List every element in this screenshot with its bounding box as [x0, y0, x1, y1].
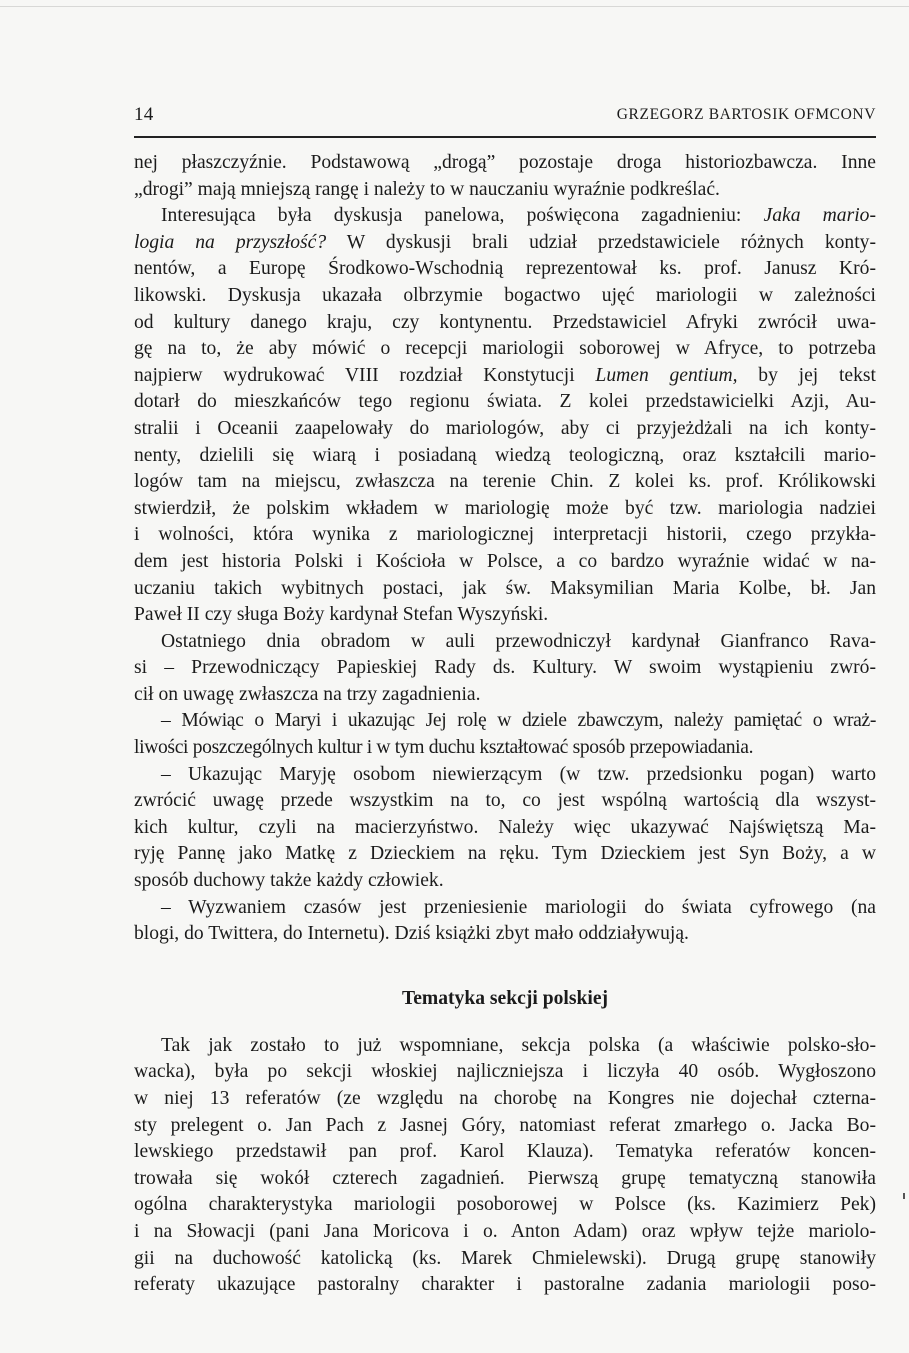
text-line: nentów, a Europę Środkowo-Wschodnią reprezentował ks. prof. Janusz Kró- — [134, 258, 876, 280]
text-line: – Ukazując Maryję osobom niewierzącym (w tzw. przedsionku pogan) warto — [161, 763, 876, 785]
text-line: Paweł II czy sługa Boży kardynał Stefan Wyszyński. — [134, 604, 549, 626]
section-heading: Tematyka sekcji polskiej — [401, 987, 609, 1009]
body-text — [134, 150, 876, 1299]
text-line: dem jest historia Polski i Kościoła w Polsce, a co bardzo wyraźnie widać w na- — [134, 550, 876, 572]
text-line: referaty ukazujące pastoralny charakter i pastoralne zadania mariologii poso- — [134, 1274, 876, 1296]
text-line: gę na to, że aby mówić o recepcji mariologii soborowej w Afryce, to potrzeba — [134, 338, 876, 360]
text-line: nej płaszczyźnie. Podstawową „drogą” pozostaje droga historiozbawcza. Inne — [134, 152, 876, 173]
header-rule — [134, 136, 876, 138]
text-line: uczaniu takich wybitnych postaci, jak św. Maksymilian Maria Kolbe, bł. Jan — [134, 577, 876, 599]
text-line: stwierdził, że polskim wkładem w mariologię może być tzw. mariologia nadziei — [134, 497, 876, 519]
text-line: kich kultur, czyli na macierzyństwo. Należy więc ukazywać Najświętszą Ma- — [134, 816, 876, 838]
text-line: liwości poszczególnych kultur i w tym duchu kształtować sposób przepowiadania. — [134, 737, 754, 759]
running-head: GRZEGORZ BARTOSIK OFMCONV — [616, 106, 876, 123]
text-line: od kultury danego kraju, czy kontynentu. Przedstawiciel Afryki zwrócił uwa- — [134, 311, 876, 333]
text-line: cił on uwagę zwłaszcza na trzy zagadnienia. — [134, 683, 481, 705]
text-line: i na Słowacji (pani Jana Moricova i o. Anton Adam) oraz wpływ tejże mariolo- — [134, 1220, 876, 1242]
text-line: nenty, dzielili się wiarą i posiadaną wiedzą teologiczną, oraz kształcili mario- — [134, 444, 876, 466]
text-line: Ostatniego dnia obradom w auli przewodniczył kardynał Gianfranco Rava- — [161, 630, 876, 652]
text-line: lewskiego przedstawił pan prof. Karol Klauza). Tematyka referatów koncen- — [134, 1141, 876, 1163]
text-line: sty prelegent o. Jan Pach z Jasnej Góry, natomiast referat zmarłego o. Jacka Bo- — [134, 1114, 876, 1136]
text-line: najpierw wydrukować VIII rozdział Konstytucji Lumen gentium, by jej tekst — [134, 364, 876, 386]
text-line: stralii i Oceanii zaapelowały do mariologów, aby ci przyjeżdżali na ich konty- — [134, 417, 876, 439]
text-line: zwrócić uwagę przede wszystkim na to, co jest wspólną wartością dla wszyst- — [134, 790, 876, 812]
text-line: trowała się wokół czterech zagadnień. Pierwszą grupę tematyczną stanowiła — [134, 1167, 876, 1189]
text-line: logów tam na miejscu, zwłaszcza na terenie Chin. Z kolei ks. prof. Królikowski — [134, 471, 876, 493]
text-line: ryję Pannę jako Matkę z Dzieckiem na ręku. Tym Dzieckiem jest Syn Boży, a w — [134, 843, 876, 865]
page-number: 14 — [134, 104, 154, 125]
text-line: logia na przyszłość? W dyskusji brali udział przedstawiciele różnych konty- — [134, 231, 876, 253]
text-line: – Wyzwaniem czasów jest przeniesienie mariologii do świata cyfrowego (na — [161, 896, 876, 918]
text-line: blogi, do Twittera, do Internetu). Dziś książki zbyt mało oddziaływują. — [134, 923, 689, 945]
text-line: „drogi” mają mniejszą rangę i należy to w nauczaniu wyraźnie podkreślać. — [134, 178, 720, 200]
scan-margin-mark — [903, 1193, 905, 1199]
text-line: si – Przewodniczący Papieskiej Rady ds. Kultury. W swoim wystąpieniu zwró- — [134, 657, 876, 679]
page-header — [134, 104, 876, 132]
scan-edge-line — [0, 6, 909, 7]
text-line: Interesująca była dyskusja panelowa, poświęcona zagadnieniu: Jaka mario- — [161, 205, 876, 227]
text-line: ogólna charakterystyka mariologii posoborowej w Polsce (ks. Kazimierz Pek) — [134, 1194, 876, 1216]
text-line: w niej 13 referatów (ze względu na chorobę na Kongres nie dojechał czterna- — [134, 1088, 876, 1109]
text-line: Tak jak zostało to już wspomniane, sekcja polska (a właściwie polsko-sło- — [161, 1034, 876, 1056]
text-line: – Mówiąc o Maryi i ukazując Jej rolę w dziele zbawczym, należy pamiętać o wraż- — [161, 710, 876, 732]
text-line: i wolności, która wynika z mariologicznej interpretacji historii, czego przykła- — [134, 524, 876, 546]
section-gap — [134, 948, 876, 979]
text-line: likowski. Dyskusja ukazała olbrzymie bogactwo ujęć mariologii w zależności — [134, 284, 876, 306]
text-line: wacka), była po sekcji włoskiej najliczniejsza i liczyła 40 osób. Wygłoszono — [134, 1061, 876, 1083]
text-line: dotarł do mieszkańców tego regionu świata. Z kolei przedstawicielki Azji, Au- — [134, 391, 876, 413]
text-line: gii na duchowość katolicką (ks. Marek Chmielewski). Drugą grupę stanowiły — [134, 1247, 876, 1269]
text-line: sposób duchowy także każdy człowiek. — [134, 870, 444, 892]
